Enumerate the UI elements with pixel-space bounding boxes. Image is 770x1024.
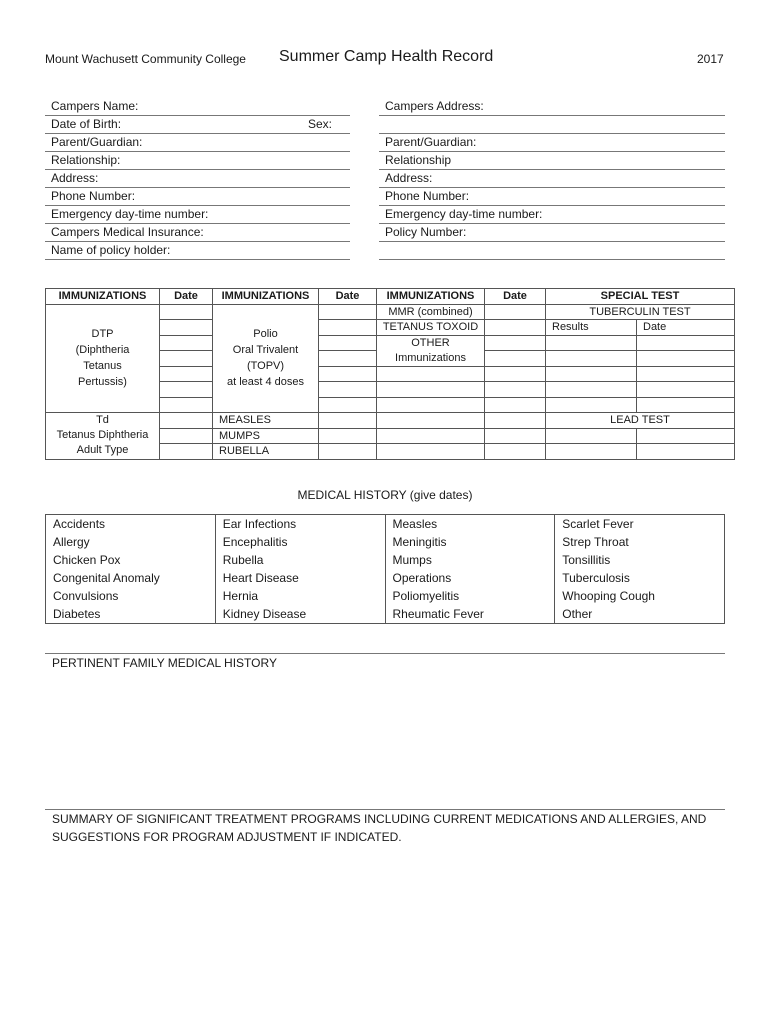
emergency-number-2-field[interactable] [379, 206, 725, 224]
mmr-cell: MMR (combined) [377, 304, 485, 320]
condition-cell[interactable]: Operations [385, 569, 555, 587]
result-cell[interactable] [546, 351, 637, 367]
other-cell[interactable] [377, 366, 485, 382]
page-title: Summer Camp Health Record [279, 48, 494, 65]
address-field[interactable] [45, 170, 350, 188]
mumps-cell: MUMPS [213, 428, 319, 444]
rubella-cell: RUBELLA [213, 444, 319, 460]
condition-cell[interactable]: Other [555, 605, 725, 624]
special-test-header: SPECIAL TEST [546, 289, 735, 305]
dtp-line: (Diphtheria [75, 344, 130, 357]
field-label [379, 243, 385, 257]
family-history-heading: PERTINENT FAMILY MEDICAL HISTORY [52, 656, 277, 670]
date-header: Date [319, 289, 377, 305]
field-label: Date of Birth: [51, 117, 122, 131]
condition-cell[interactable]: Measles [385, 515, 555, 534]
other-cell [377, 335, 485, 366]
condition-cell[interactable]: Diabetes [46, 605, 216, 624]
field-label: Relationship [385, 153, 452, 167]
date-header: Date [160, 289, 213, 305]
date-cell[interactable] [160, 366, 213, 382]
condition-cell[interactable]: Tuberculosis [555, 569, 725, 587]
date-cell[interactable] [485, 444, 546, 460]
emergency-number-field[interactable] [45, 206, 350, 224]
condition-cell[interactable]: Meningitis [385, 533, 555, 551]
field-label: Address: [51, 171, 99, 185]
date-cell[interactable] [160, 335, 213, 351]
date-cell[interactable] [160, 320, 213, 336]
date-cell[interactable] [319, 382, 377, 398]
result-cell[interactable] [546, 444, 637, 460]
field-label: Policy Number: [385, 225, 467, 239]
condition-cell[interactable]: Chicken Pox [46, 551, 216, 569]
field-label: Name of policy holder: [51, 243, 171, 257]
result-cell[interactable] [546, 397, 637, 413]
date-cell[interactable] [160, 382, 213, 398]
college-name: Mount Wachusett Community College [45, 52, 246, 66]
polio-line: Polio [253, 328, 278, 341]
tuberculin-cell: TUBERCULIN TEST [546, 304, 735, 320]
td-line: Tetanus Diphtheria [56, 429, 149, 442]
polio-cell [213, 304, 319, 413]
field-label: Parent/Guardian: [51, 135, 143, 149]
dtp-line: DTP [91, 328, 114, 341]
date-cell[interactable] [319, 366, 377, 382]
date-cell[interactable] [319, 444, 377, 460]
condition-cell[interactable]: Hernia [215, 587, 385, 605]
td-cell [46, 413, 160, 460]
condition-cell[interactable]: Tonsillitis [555, 551, 725, 569]
field-label: Parent/Guardian: [385, 135, 477, 149]
address-2-field[interactable] [379, 170, 725, 188]
tb-date-cell[interactable] [637, 366, 735, 382]
relationship-field[interactable] [45, 152, 350, 170]
extra-field[interactable] [379, 242, 725, 260]
condition-cell[interactable]: Rheumatic Fever [385, 605, 555, 624]
measles-cell: MEASLES [213, 413, 319, 429]
date-cell[interactable] [319, 351, 377, 367]
family-history-area[interactable] [45, 676, 725, 804]
date-cell[interactable] [319, 428, 377, 444]
condition-cell[interactable]: Ear Infections [215, 515, 385, 534]
parent-guardian-field[interactable] [45, 134, 350, 152]
summary-line: SUMMARY OF SIGNIFICANT TREATMENT PROGRAMS INCLUDING CURRENT MEDICATIONS AND ALLERGIES, AND [52, 812, 707, 826]
condition-cell[interactable]: Accidents [46, 515, 216, 534]
condition-cell[interactable]: Heart Disease [215, 569, 385, 587]
date-cell[interactable] [485, 382, 546, 398]
field-label: Campers Name: [51, 99, 139, 113]
condition-cell[interactable]: Encephalitis [215, 533, 385, 551]
results-label: Results [546, 320, 637, 336]
tb-date-cell[interactable] [637, 428, 735, 444]
other-line: Immunizations [395, 351, 466, 364]
tb-date-cell[interactable] [637, 444, 735, 460]
policy-holder-field[interactable] [45, 242, 350, 260]
imm-header: IMMUNIZATIONS [46, 289, 160, 305]
field-label: Address: [385, 171, 433, 185]
td-line: Td [96, 414, 109, 427]
campers-address-field[interactable] [379, 98, 725, 116]
phone-number-2-field[interactable] [379, 188, 725, 206]
date-cell[interactable] [160, 444, 213, 460]
summary-area[interactable] [45, 852, 725, 1012]
lead-test-cell: LEAD TEST [546, 413, 735, 429]
field-label: Emergency day-time number: [51, 207, 209, 221]
polio-line: at least 4 doses [226, 376, 305, 389]
medical-insurance-field[interactable] [45, 224, 350, 242]
imm-header: IMMUNIZATIONS [213, 289, 319, 305]
dtp-cell [46, 304, 160, 413]
medical-history-table [45, 514, 725, 624]
relationship-2-field[interactable] [379, 152, 725, 170]
date-cell[interactable] [319, 413, 377, 429]
date-cell[interactable] [485, 428, 546, 444]
td-line: Adult Type [76, 444, 129, 457]
field-label: Campers Medical Insurance: [51, 225, 204, 239]
date-cell[interactable] [485, 335, 546, 351]
immunizations-table [45, 288, 735, 460]
other-cell[interactable] [377, 413, 485, 429]
sex-label: Sex: [308, 117, 333, 131]
tb-date-cell[interactable] [637, 382, 735, 398]
campers-name-field[interactable] [45, 98, 350, 116]
tb-date-cell[interactable] [637, 351, 735, 367]
result-cell[interactable] [546, 366, 637, 382]
other-line: OTHER [411, 336, 450, 349]
condition-cell[interactable]: Strep Throat [555, 533, 725, 551]
date-cell[interactable] [485, 366, 546, 382]
tb-date-cell[interactable] [637, 397, 735, 413]
date-cell[interactable] [485, 397, 546, 413]
condition-cell[interactable]: Convulsions [46, 587, 216, 605]
field-label [379, 117, 385, 131]
polio-line: Oral Trivalent [232, 344, 299, 357]
date-header: Date [485, 289, 546, 305]
year: 2017 [697, 52, 724, 66]
address-line-2-field[interactable] [379, 116, 725, 134]
date-cell[interactable] [319, 320, 377, 336]
polio-line: (TOPV) [246, 360, 285, 373]
date-cell[interactable] [160, 397, 213, 413]
date-cell[interactable] [485, 320, 546, 336]
field-label: Phone Number: [51, 189, 136, 203]
field-label: Relationship: [51, 153, 121, 167]
condition-cell[interactable]: Allergy [46, 533, 216, 551]
date-of-birth-field[interactable] [45, 116, 350, 134]
field-label: Phone Number: [385, 189, 470, 203]
medical-history-title: MEDICAL HISTORY (give dates) [297, 488, 473, 502]
field-label: Campers Address: [385, 99, 484, 113]
result-cell[interactable] [546, 335, 637, 351]
field-label: Emergency day-time number: [385, 207, 543, 221]
tetanus-toxoid-cell: TETANUS TOXOID [377, 320, 485, 336]
result-cell[interactable] [546, 428, 637, 444]
date-cell[interactable] [485, 351, 546, 367]
result-cell[interactable] [546, 382, 637, 398]
other-cell[interactable] [377, 397, 485, 413]
policy-number-field[interactable] [379, 224, 725, 242]
date-cell[interactable] [160, 428, 213, 444]
condition-cell[interactable]: Mumps [385, 551, 555, 569]
condition-cell[interactable]: Scarlet Fever [555, 515, 725, 534]
condition-cell[interactable]: Rubella [215, 551, 385, 569]
tb-date-cell[interactable] [637, 335, 735, 351]
tb-date-label: Date [637, 320, 735, 336]
condition-cell[interactable]: Congenital Anomaly [46, 569, 216, 587]
date-cell[interactable] [485, 413, 546, 429]
summary-line: SUGGESTIONS FOR PROGRAM ADJUSTMENT IF INDICATED. [52, 830, 402, 844]
other-cell[interactable] [377, 428, 485, 444]
dtp-line: Pertussis) [78, 376, 127, 389]
date-cell[interactable] [319, 397, 377, 413]
date-cell[interactable] [160, 413, 213, 429]
date-cell[interactable] [319, 304, 377, 320]
dtp-line: Tetanus [83, 360, 122, 373]
date-cell[interactable] [160, 304, 213, 320]
other-cell[interactable] [377, 382, 485, 398]
summary-heading [52, 810, 706, 846]
condition-cell[interactable]: Poliomyelitis [385, 587, 555, 605]
date-cell[interactable] [319, 335, 377, 351]
date-cell[interactable] [485, 304, 546, 320]
imm-header: IMMUNIZATIONS [377, 289, 485, 305]
date-cell[interactable] [160, 351, 213, 367]
phone-number-field[interactable] [45, 188, 350, 206]
condition-cell[interactable]: Kidney Disease [215, 605, 385, 624]
other-cell[interactable] [377, 444, 485, 460]
condition-cell[interactable]: Whooping Cough [555, 587, 725, 605]
parent-guardian-2-field[interactable] [379, 134, 725, 152]
